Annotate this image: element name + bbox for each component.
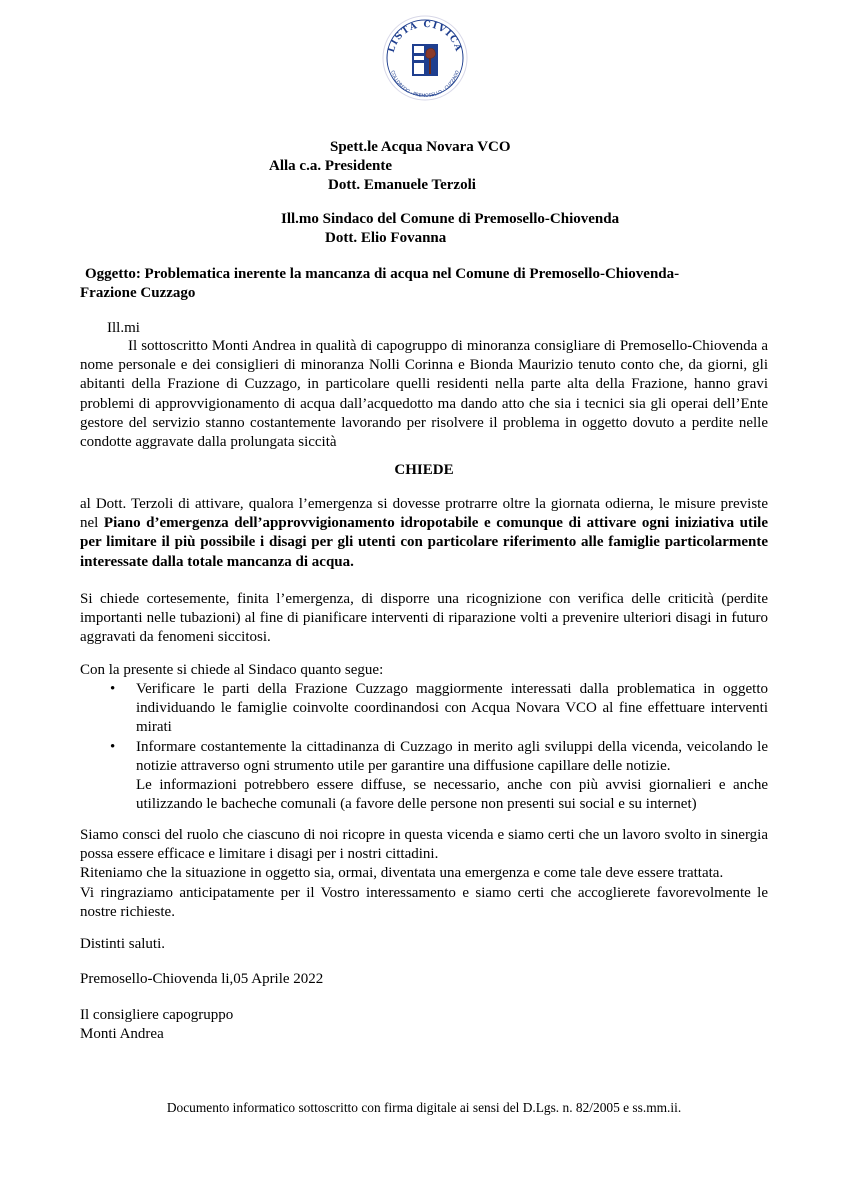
subject-line-2: Frazione Cuzzago [80, 285, 196, 301]
subject-line-1: Oggetto: Problematica inerente la mancanza di acqua nel Comune di Premosello-Chiovenda- [85, 266, 680, 282]
request-heading: CHIEDE [394, 462, 454, 478]
svg-text:LISTA CIVICA: LISTA CIVICA [386, 19, 464, 54]
salutation: Ill.mi [107, 320, 140, 336]
closing-line-1: Siamo consci del ruolo che ciascuno di noi ricopre in questa vicenda e siamo certi che un lavoro svolto in sinergia possa essere efficace e limitare i disagi per i nostri cittadini. [80, 827, 768, 863]
bullet-icon: • [110, 681, 116, 697]
digital-signature-footer: Documento informatico sottoscritto con firma digitale ai sensi del D.Lgs. n. 82/2005 e ss.mm.ii. [166, 1100, 682, 1115]
address-line-5: Dott. Elio Fovanna [325, 230, 447, 246]
greeting: Distinti saluti. [80, 936, 166, 952]
list-item-text: Verificare le parti della Frazione Cuzzago maggiormente interessati dalla problematica in oggetto individuando le famiglie coinvolte coordinandosi con Acqua Novara VCO al fine effettuare interventi mirati [136, 681, 768, 736]
address-line-2: Alla c.a. Presidente [269, 158, 393, 174]
mayor-intro: Con la presente si chiede al Sindaco quanto segue: [80, 662, 384, 678]
list-item-text: Informare costantemente la cittadinanza di Cuzzago in merito agli sviluppi della vicenda, veicolando le notizie attraverso ogni strumento utile per garantire una diffusione capillare delle notizie. [136, 738, 768, 774]
lista-civica-logo [378, 12, 472, 102]
signature-name: Monti Andrea [80, 1026, 164, 1042]
place-date: Premosello-Chiovenda li,05 Aprile 2022 [80, 971, 324, 987]
intro-paragraph: Il sottoscritto Monti Andrea in qualità di capogruppo di minoranza consigliare di Premosello-Chiovenda a nome personale e dei consiglieri di minoranza Nolli Corinna e Bionda Maurizio tenuto conto che, da giorni, gli abitanti della Frazione di Cuzzago, in particolare quelli residenti nella parte alta della Frazione, hanno gravi problemi di approvvigionamento di acqua dall’acquedotto ma dando atto che sia i tecnici sia gli operai dell’Ente gestore del servizio stanno costantemente lavorando per risolvere il problema in oggetto dovuto a perdite nelle condotte aggravate dalla prolungata siccità [80, 338, 768, 451]
request-paragraph [80, 495, 768, 572]
closing-line-3: Vi ringraziamo anticipatamente per il Vostro interessamento e siamo certi che accoglierete favorevolmente le nostre richieste. [80, 884, 768, 920]
svg-text:COLLOREDO · PREMOSELLO · CUZZA: COLLOREDO · PREMOSELLO · CUZZAGO [389, 70, 461, 100]
address-line-3: Dott. Emanuele Terzoli [328, 177, 476, 193]
signature-role: Il consigliere capogruppo [80, 1007, 234, 1023]
closing-paragraph [80, 826, 768, 922]
address-line-1: Spett.le Acqua Novara VCO [330, 139, 511, 155]
closing-line-2: Riteniamo che la situazione in oggetto sia, ormai, diventata una emergenza e come tale deve essere trattata. [80, 865, 724, 882]
list-item [80, 738, 768, 815]
request-list [80, 680, 768, 814]
list-item-extra: Le informazioni potrebbero essere diffuse, se necessario, anche con più avvisi giornalieri e anche utilizzando le bacheche comunali (a favore delle persone non presenti sui social e su internet) [136, 777, 768, 813]
list-item [80, 680, 768, 738]
bullet-icon: • [110, 738, 116, 755]
address-line-4: Ill.mo Sindaco del Comune di Premosello-Chiovenda [281, 211, 620, 227]
request-bold-text: Piano d’emergenza dell’approvvigionamento idropotabile e comunque di attivare ogni iniziativa utile per limitare il più possibile i disagi per gli utenti con particolare riferimento alle famiglie particolarmente interessate dalla totale mancanza di acqua. [80, 515, 769, 570]
recognition-paragraph: Si chiede cortesemente, finita l’emergenza, di disporre una ricognizione con verifica delle criticità (perdite importanti nelle tubazioni) al fine di pianificare interventi di riparazione volti a prevenire ulteriori disagi in futuro aggravati da fenomeni siccitosi. [80, 591, 768, 646]
request-text: al Dott. Terzoli di attivare, qualora l’emergenza si dovesse protrarre oltre la giornata odierna, le misure previste nel [80, 496, 768, 532]
